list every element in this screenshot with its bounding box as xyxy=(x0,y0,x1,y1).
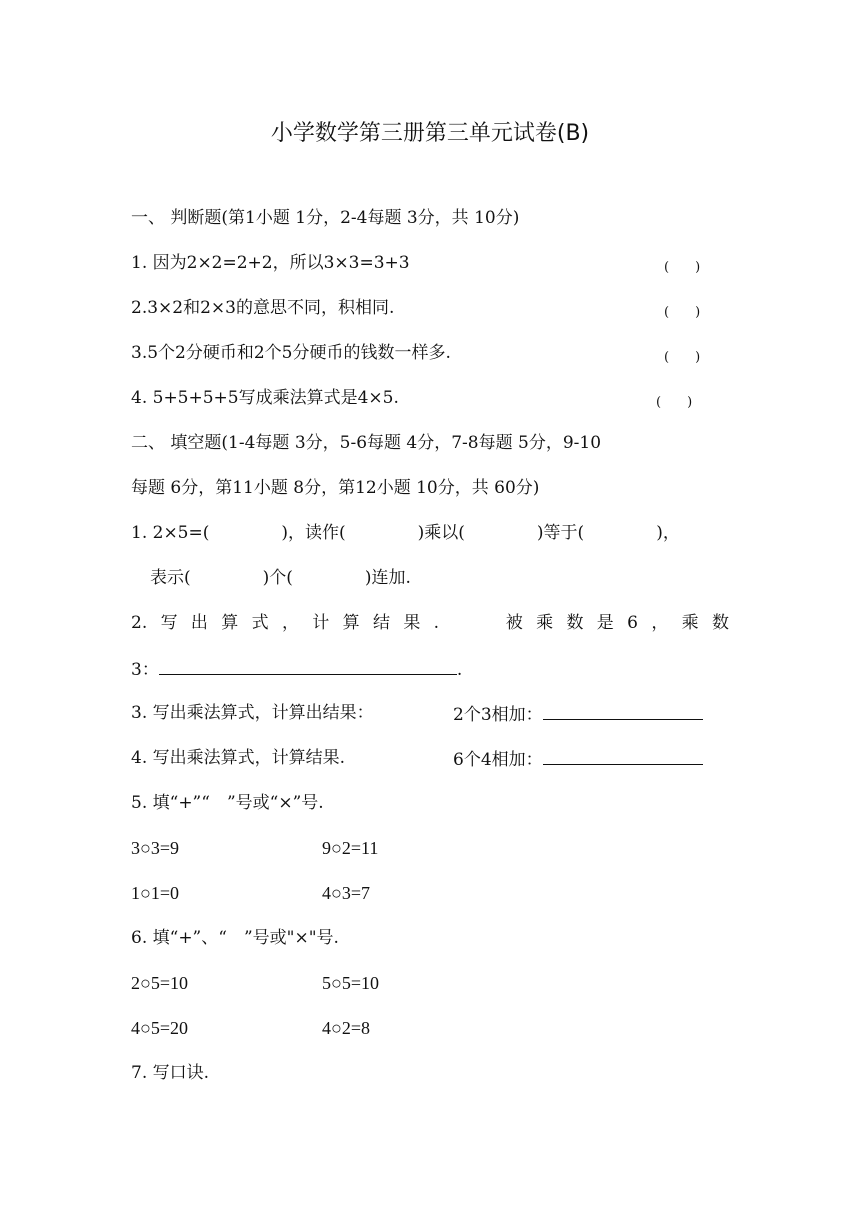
q2-char: 数 xyxy=(712,613,729,633)
q2-char: ， xyxy=(281,613,299,633)
q5-equation-1: 3○3=9 xyxy=(131,838,180,858)
q3-answer-line[interactable] xyxy=(543,701,703,720)
section-2-heading-line-2: 每题 6分，第11小题 8分，第12小题 10分，共 60分) xyxy=(131,478,540,498)
q2-label: 3： xyxy=(131,660,159,680)
q2-char: 式 xyxy=(251,613,269,633)
fill-question-2-cont xyxy=(131,656,462,682)
q5-equation-4: 4○3=7 xyxy=(322,883,371,903)
judge-item-4: 4. 5+5+5+5写成乘法算式是4×5. xyxy=(131,388,399,408)
fill-question-1 xyxy=(131,521,680,545)
q4-label: 6个4相加： xyxy=(453,750,543,770)
answer-paren-3[interactable]: ( ) xyxy=(664,350,701,365)
q1-part: )连加. xyxy=(364,568,411,588)
q6-equation-2: 5○5=10 xyxy=(322,973,380,993)
q3-label: 2个3相加： xyxy=(453,705,543,725)
page-title: 小学数学第三册第三单元试卷(B) xyxy=(270,121,590,146)
q6-equation-1: 2○5=10 xyxy=(131,973,189,993)
answer-paren-2[interactable]: ( ) xyxy=(664,305,701,320)
q2-char: 写 xyxy=(160,613,178,633)
q2-char: 计 xyxy=(312,613,330,633)
answer-paren-4[interactable]: ( ) xyxy=(656,395,693,410)
fill-question-4-tail xyxy=(453,746,703,772)
q2-char: 乘 xyxy=(536,613,554,633)
q2-char: 出 xyxy=(190,613,208,633)
q1-part: )，读作( xyxy=(281,523,346,543)
fill-question-2 xyxy=(131,611,729,635)
fill-question-3-tail xyxy=(453,701,703,727)
q2-char: 是 xyxy=(596,613,614,633)
section-1-heading: 一、 判断题(第1小题 1分，2-4每题 3分，共 10分) xyxy=(131,208,520,228)
q2-char: 数 xyxy=(566,613,584,633)
q2-char: 算 xyxy=(342,613,360,633)
q2-char: 乘 xyxy=(681,613,699,633)
q1-part: )， xyxy=(656,523,680,543)
q2-end: . xyxy=(456,660,463,680)
q2-char: 结 xyxy=(372,613,390,633)
fill-question-5: 5. 填“+”“ ”号或“×”号. xyxy=(131,793,324,813)
q2-char: ， xyxy=(651,613,669,633)
q2-char: 被 xyxy=(505,613,523,633)
q1-part: 表示( xyxy=(150,568,191,588)
q6-equation-3: 4○5=20 xyxy=(131,1018,189,1038)
fill-question-3: 3. 写出乘法算式，计算出结果： xyxy=(131,703,374,723)
judge-item-3: 3.5个2分硬币和2个5分硬币的钱数一样多. xyxy=(131,343,451,363)
q2-char: 6 xyxy=(627,613,638,633)
q5-equation-3: 1○1=0 xyxy=(131,883,180,903)
q1-part: )个( xyxy=(262,568,293,588)
q1-part: )乘以( xyxy=(417,523,465,543)
answer-paren-1[interactable]: ( ) xyxy=(664,260,701,275)
q5-equation-2: 9○2=11 xyxy=(322,838,379,858)
q2-char: . xyxy=(433,613,440,633)
q2-spacer xyxy=(452,611,492,635)
fill-question-1-cont xyxy=(150,566,411,590)
q1-part: 1. 2×5=( xyxy=(131,523,210,543)
judge-item-2: 2.3×2和2×3的意思不同，积相同. xyxy=(131,298,395,318)
q4-answer-line[interactable] xyxy=(543,746,703,765)
q6-equation-4: 4○2=8 xyxy=(322,1018,371,1038)
q2-char: 算 xyxy=(221,613,239,633)
q1-part: )等于( xyxy=(536,523,585,543)
q2-answer-line[interactable] xyxy=(159,656,457,675)
fill-question-7: 7. 写口诀. xyxy=(131,1063,210,1083)
fill-question-4: 4. 写出乘法算式，计算结果. xyxy=(131,748,346,768)
judge-item-1: 1. 因为2×2=2+2，所以3×3=3+3 xyxy=(131,253,410,273)
q2-char: 2. xyxy=(131,613,148,633)
q2-char: 果 xyxy=(403,613,421,633)
fill-question-6: 6. 填“+”、“ ”号或"×"号. xyxy=(131,928,339,948)
section-2-heading-line-1: 二、 填空题(1-4每题 3分，5-6每题 4分，7-8每题 5分，9-10 xyxy=(131,433,602,453)
